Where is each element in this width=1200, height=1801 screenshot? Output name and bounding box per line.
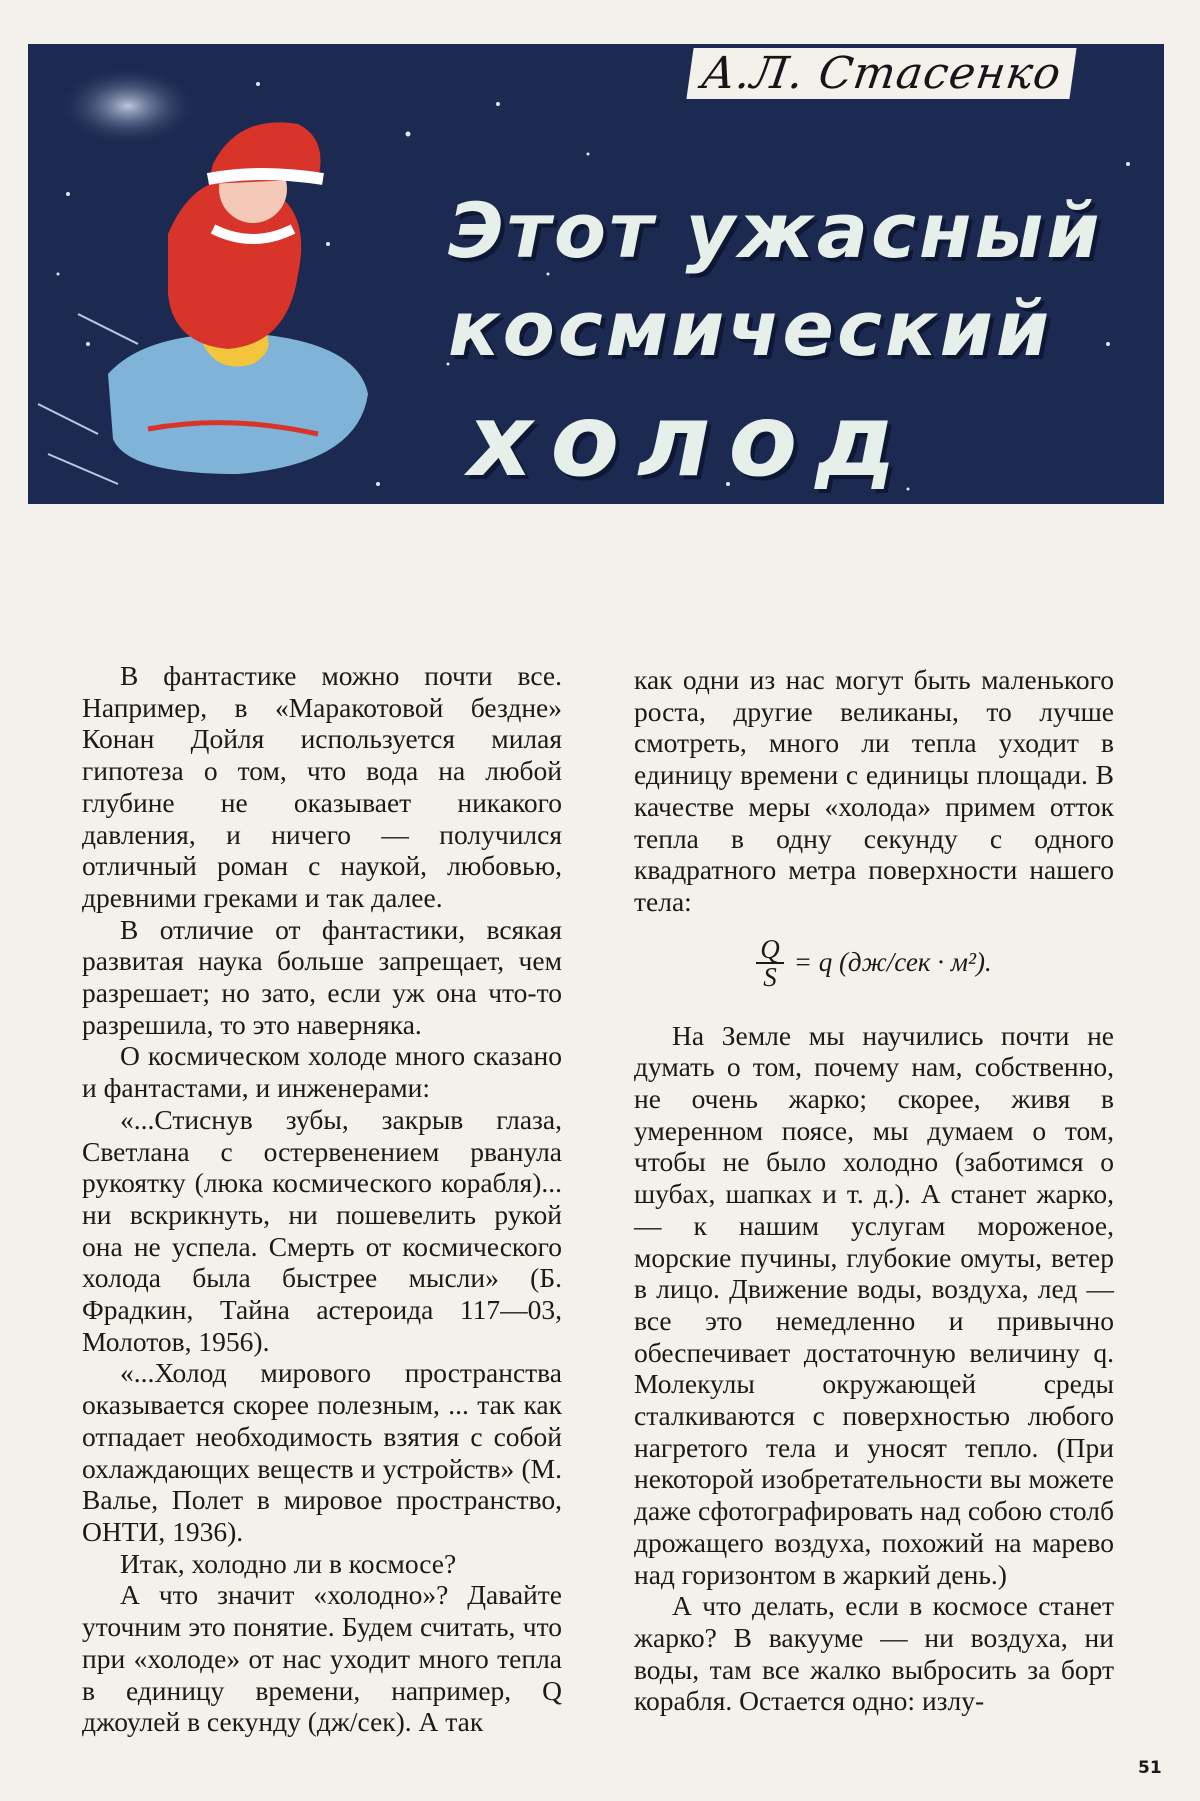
title-line-1: Этот ужасный (448, 186, 1103, 275)
header-illustration (28, 44, 1164, 504)
formula-rhs: = q (дж/сек · м²). (793, 946, 992, 977)
formula-fraction (756, 933, 784, 992)
formula-denominator: S (763, 961, 777, 992)
paragraph: В отличие от фантастики, всякая развитая наука больше запрещает, чем разрешает; но зато, если уж она что-то разрешила, то это наверняка. (82, 913, 562, 1040)
article-left-column (82, 660, 562, 1738)
title-line-2: космический (448, 284, 1053, 373)
paragraph: А что делать, если в космосе станет жарко? В вакууме — ни воздуха, ни воды, там все жалко выбросить за борт корабля. Остается одно: излу- (634, 1590, 1114, 1717)
author-signature: А.Л. Стасенко (686, 48, 1076, 99)
paragraph: как одни из нас могут быть маленького роста, другие великаны, то лучше смотреть, много ли тепла уходит в единицу времени с единицы площади. В качестве меры «холода» примем отток тепла в одну секунду с одного квадратного метра поверхности нашего тела: (634, 664, 1114, 917)
article-right-column (634, 664, 1114, 1717)
paragraph: А что значит «холодно»? Давайте уточним это понятие. Будем считать, что при «холоде» от нас уходит много тепла в единицу времени, например, Q джоулей в секунду (дж/сек). А так (82, 1579, 562, 1738)
title-line-3: холод (468, 382, 914, 499)
paragraph: На Земле мы научились почти не думать о том, почему нам, собственно, не очень жарко; скорее, живя в умеренном поясе, мы думаем о том, чтобы не было холодно (заботимся о шубах, шапках и т. д.). А станет жарко,— к нашим услугам мороженое, морские пучины, глубокие омуты, ветер в лицо. Движение воды, воздуха, лед — все это немедленно и привычно обеспечивает достаточную величину q. Молекулы окружающей среды сталкиваются с поверхностью любого нагретого тела и уносят тепло. (При некоторой изобретательности вы можете даже сфотографировать над собою столб дрожащего воздуха, похожий на марево над горизонтом в жаркий день.) (634, 1019, 1114, 1590)
galaxy-icon (58, 66, 198, 146)
paragraph: О космическом холоде много сказано и фантастами, и инженерами: (82, 1040, 562, 1104)
quote-paragraph: «...Холод мирового пространства оказывается скорее полезным, ... так как отпадает необходимость взятия с собой охлаждающих веществ и устройств» (М. Валье, Полет в мировое пространство, ОНТИ, 1936). (82, 1357, 562, 1547)
paragraph: В фантастике можно почти все. Например, в «Маракотовой бездне» Конан Дойля используется милая гипотеза о том, что вода на любой глубине не оказывает никакого давления, и ничего — получился отличный роман с наукой, любовью, древними греками и так далее. (82, 660, 562, 913)
formula-numerator: Q (756, 936, 784, 964)
quote-paragraph: «...Стиснув зубы, закрыв глаза, Светлана с остервенением рванула рукоятку (люка космического корабля)... ни вскрикнуть, ни пошевелить рукой она не успела. Смерть от космического холода была быстрее мысли» (Б. Фрадкин, Тайна астероида 117—03, Молотов, 1956). (82, 1103, 562, 1357)
page-number: 51 (1138, 1758, 1162, 1778)
paragraph: Итак, холодно ли в космосе? (120, 1547, 457, 1579)
heat-flux-formula (634, 933, 1114, 992)
